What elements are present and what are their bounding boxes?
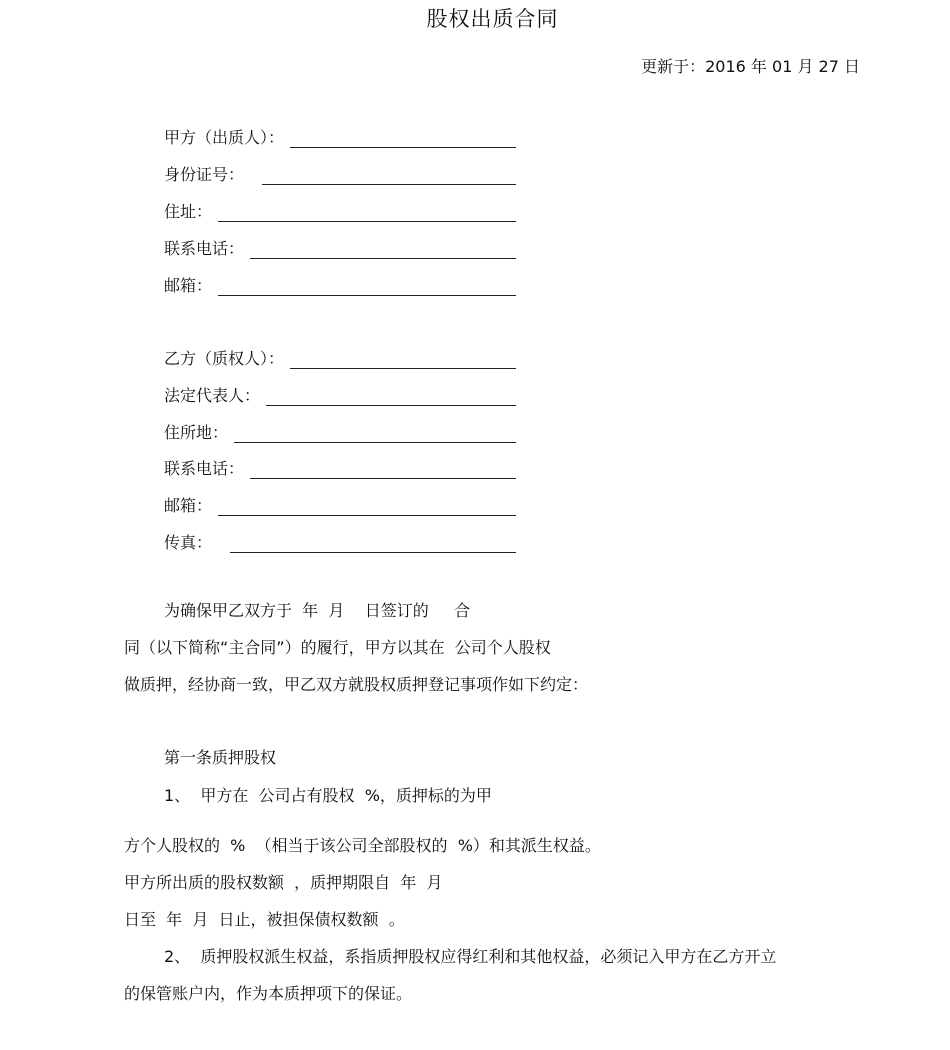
party-b-mail-label: 邮箱： [164,496,213,515]
article-1-heading: 第一条质押股权 [164,748,277,767]
document-title: 股权出质合同 [426,7,559,31]
party-a-name-blank[interactable] [290,133,516,148]
party-a-phone-field[interactable] [164,237,516,259]
preamble-line-1: 为确保甲乙双方于 年 月 日签订的 合 [164,601,471,620]
party-b-phone-blank[interactable] [250,464,516,479]
party-a-id-field[interactable] [164,163,516,185]
party-b-address-field[interactable] [164,421,516,443]
party-b-name-field[interactable] [164,347,516,369]
party-a-mail-label: 邮箱： [164,276,213,295]
party-a-name-label: 甲方（出质人）： [164,128,285,147]
preamble-line-3: 做质押，经协商一致，甲乙双方就股权质押登记事项作如下约定： [124,675,589,694]
party-b-phone-label: 联系电话： [164,459,245,478]
party-a-mail-blank[interactable] [218,281,516,296]
party-a-address-field[interactable] [164,200,516,222]
party-b-mail-blank[interactable] [218,501,516,516]
party-b-rep-field[interactable] [164,384,516,406]
party-a-phone-blank[interactable] [250,244,516,259]
party-b-rep-blank[interactable] [266,391,516,406]
party-b-fax-field[interactable] [164,531,516,553]
party-a-phone-label: 联系电话： [164,239,245,258]
party-a-id-label: 身份证号： [164,165,245,184]
party-b-address-blank[interactable] [234,428,516,443]
party-b-fax-blank[interactable] [230,538,516,553]
article-1-item-1-line-1: 1、 甲方在 公司占有股权 %，质押标的为甲 [164,786,492,805]
preamble-line-2: 同（以下简称“主合同”）的履行，甲方以其在 公司个人股权 [124,638,551,657]
party-b-fax-label: 传真： [164,533,213,552]
updated-date: 更新于：2016 年 01 月 27 日 [641,57,860,76]
article-1-item-1-line-3: 甲方所出质的股权数额 ，质押期限自 年 月 [124,873,443,892]
party-a-address-blank[interactable] [218,207,516,222]
party-b-phone-field[interactable] [164,457,516,479]
article-1-item-1-line-2: 方个人股权的 % （相当于该公司全部股权的 %）和其派生权益。 [124,836,601,855]
party-a-mail-field[interactable] [164,274,516,296]
article-1-item-1-line-4: 日至 年 月 日止，被担保债权数额 。 [124,910,405,929]
article-1-item-2-line-1: 2、 质押股权派生权益，系指质押股权应得红利和其他权益，必须记入甲方在乙方开立 [164,947,777,966]
article-1-item-2-line-2: 的保管账户内，作为本质押项下的保证。 [124,984,413,1003]
party-a-address-label: 住址： [164,202,213,221]
party-b-rep-label: 法定代表人： [164,386,261,405]
party-b-mail-field[interactable] [164,494,516,516]
party-a-id-blank[interactable] [262,170,516,185]
party-b-name-blank[interactable] [290,354,516,369]
party-b-name-label: 乙方（质权人）： [164,349,285,368]
party-b-address-label: 住所地： [164,423,229,442]
party-a-name-field[interactable] [164,126,516,148]
